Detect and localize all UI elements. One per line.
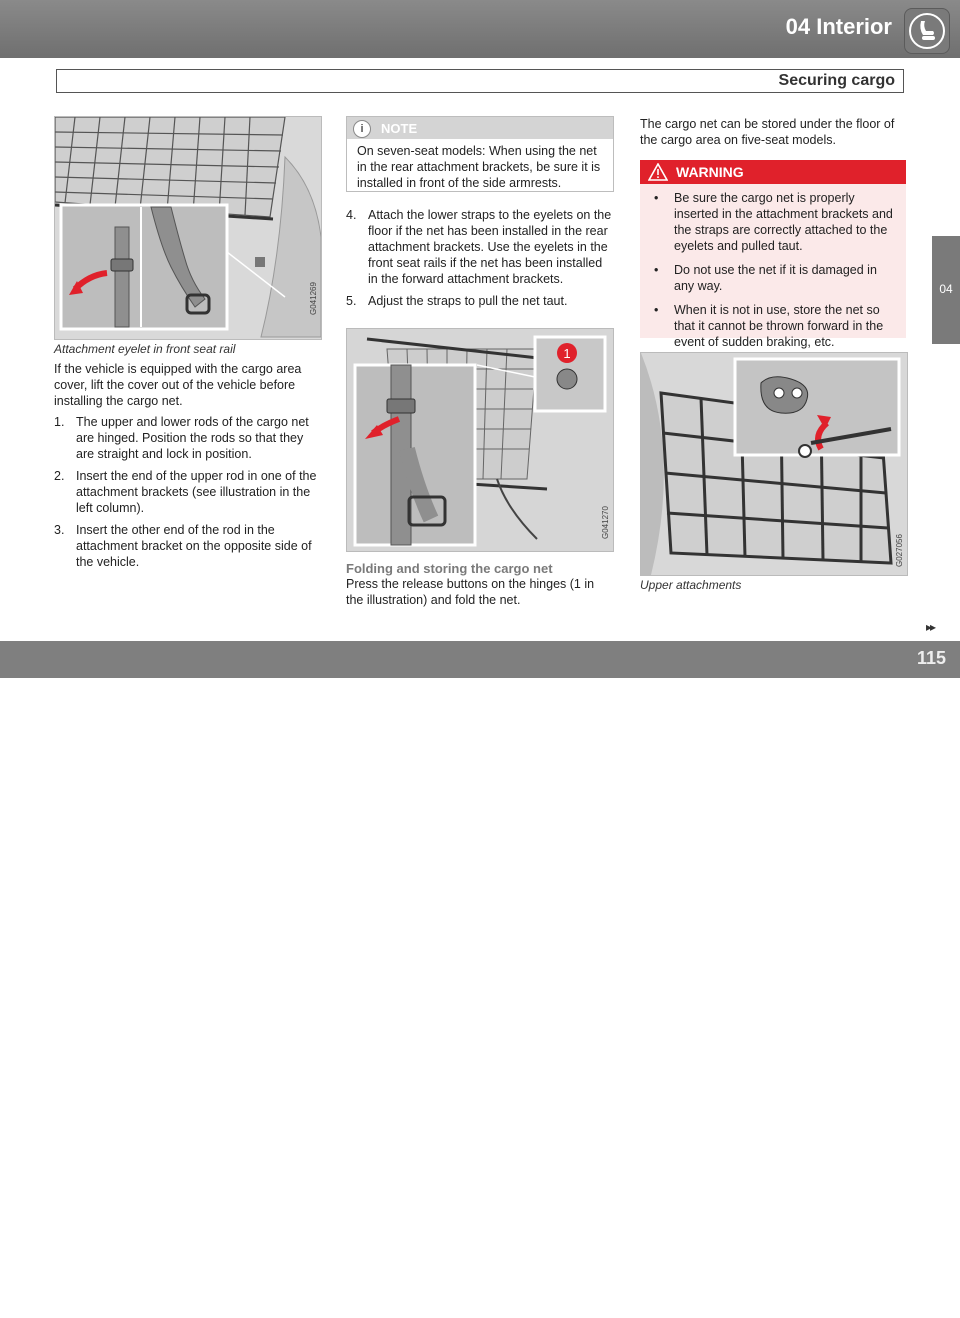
folding-paragraph: Press the release buttons on the hinges (1 in the illustration) and fold the net. bbox=[346, 577, 595, 607]
note-header bbox=[347, 117, 613, 139]
warning-list bbox=[640, 190, 900, 358]
figure-code: G041269 bbox=[309, 282, 318, 315]
subheading-folding: Folding and storing the cargo net bbox=[346, 561, 553, 576]
upper-attachments-illustration bbox=[641, 353, 907, 575]
info-icon: i bbox=[353, 120, 371, 138]
figure-attachment-eyelet bbox=[54, 116, 322, 340]
list-item: • When it is not in use, store the net so that it cannot be thrown forward in the event of sudden braking, etc. bbox=[654, 303, 884, 349]
figure-lower-straps bbox=[346, 328, 614, 552]
figure-code: G041270 bbox=[601, 506, 610, 539]
list-item bbox=[54, 468, 322, 516]
list-item: • Do not use the net if it is damaged in any way. bbox=[654, 263, 877, 293]
step-text: The upper and lower rods of the cargo net are hinged. Position the rods so that they are straight and lock in position. bbox=[76, 415, 309, 461]
lower-straps-illustration bbox=[347, 329, 613, 551]
side-tab-label: 04 bbox=[939, 282, 953, 296]
step-text: Adjust the straps to pull the net taut. bbox=[368, 294, 568, 308]
figure-caption: Upper attachments bbox=[640, 578, 742, 592]
list-item bbox=[346, 293, 614, 309]
step-number: 2. bbox=[54, 469, 65, 483]
figure-code: G027056 bbox=[895, 534, 904, 567]
warning-item: Do not use the net if it is damaged in any way. bbox=[674, 263, 877, 293]
steps-list-left bbox=[54, 414, 322, 576]
chapter-title: 04 Interior bbox=[785, 14, 892, 39]
note-box bbox=[346, 116, 614, 192]
note-title: NOTE bbox=[381, 121, 418, 136]
warning-triangle-icon bbox=[648, 163, 668, 181]
list-item bbox=[346, 207, 614, 287]
page-number: 115 bbox=[916, 648, 946, 668]
list-item bbox=[54, 414, 322, 462]
seat-icon bbox=[904, 8, 950, 54]
warning-title: WARNING bbox=[676, 164, 744, 180]
warning-item: When it is not in use, store the net so that it cannot be thrown forward in the event of sudden braking, etc. bbox=[674, 303, 884, 349]
step-text: Insert the end of the upper rod in one of the attachment brackets (see illustration in the left column). bbox=[76, 469, 317, 515]
list-item: • Be sure the cargo net is properly inserted in the attachment brackets and the straps are correctly attached to the eyelets and pulled taut. bbox=[654, 191, 893, 253]
note-text: On seven-seat models: When using the net in the rear attachment brackets, be sure it is installed in front of the side armrests. bbox=[357, 144, 601, 190]
section-bar bbox=[56, 69, 904, 93]
step-number: 1. bbox=[54, 415, 65, 429]
step-number: 5. bbox=[346, 294, 357, 308]
footer-bar bbox=[0, 641, 960, 1317]
storage-paragraph: The cargo net can be stored under the floor of the cargo area on five-seat models. bbox=[640, 117, 895, 147]
next-page-marker: ▸▸ bbox=[925, 620, 934, 634]
warning-box bbox=[640, 160, 906, 349]
intro-paragraph: If the vehicle is equipped with the cargo area cover, lift the cover out of the vehicle before installing the cargo net. bbox=[54, 362, 302, 408]
warning-item: Be sure the cargo net is properly inserted in the attachment brackets and the straps are correctly attached to the eyelets and pulled taut. bbox=[674, 191, 893, 253]
step-text: Attach the lower straps to the eyelets on the floor if the net has been installed in the rear attachment brackets. Use the eyelets in the front seat rails if the net has been installed in the forward attachment brackets. bbox=[368, 208, 612, 286]
step-number: 3. bbox=[54, 523, 65, 537]
step-number: 4. bbox=[346, 208, 357, 222]
callout-number: 1 bbox=[563, 346, 571, 361]
eyelet-illustration bbox=[55, 117, 321, 339]
step-text: Insert the other end of the rod in the attachment bracket on the opposite side of the vehicle. bbox=[76, 523, 312, 569]
list-item bbox=[54, 522, 322, 570]
chapter-side-tab bbox=[932, 236, 960, 344]
figure-upper-attachments bbox=[640, 352, 908, 576]
figure-caption: Attachment eyelet in front seat rail bbox=[54, 342, 236, 356]
watermark: carmanualsonline.info bbox=[468, 1287, 765, 1317]
section-title: Securing cargo bbox=[778, 72, 895, 89]
warning-header bbox=[640, 160, 906, 184]
header-bar bbox=[0, 0, 960, 58]
steps-list-middle bbox=[346, 207, 614, 315]
